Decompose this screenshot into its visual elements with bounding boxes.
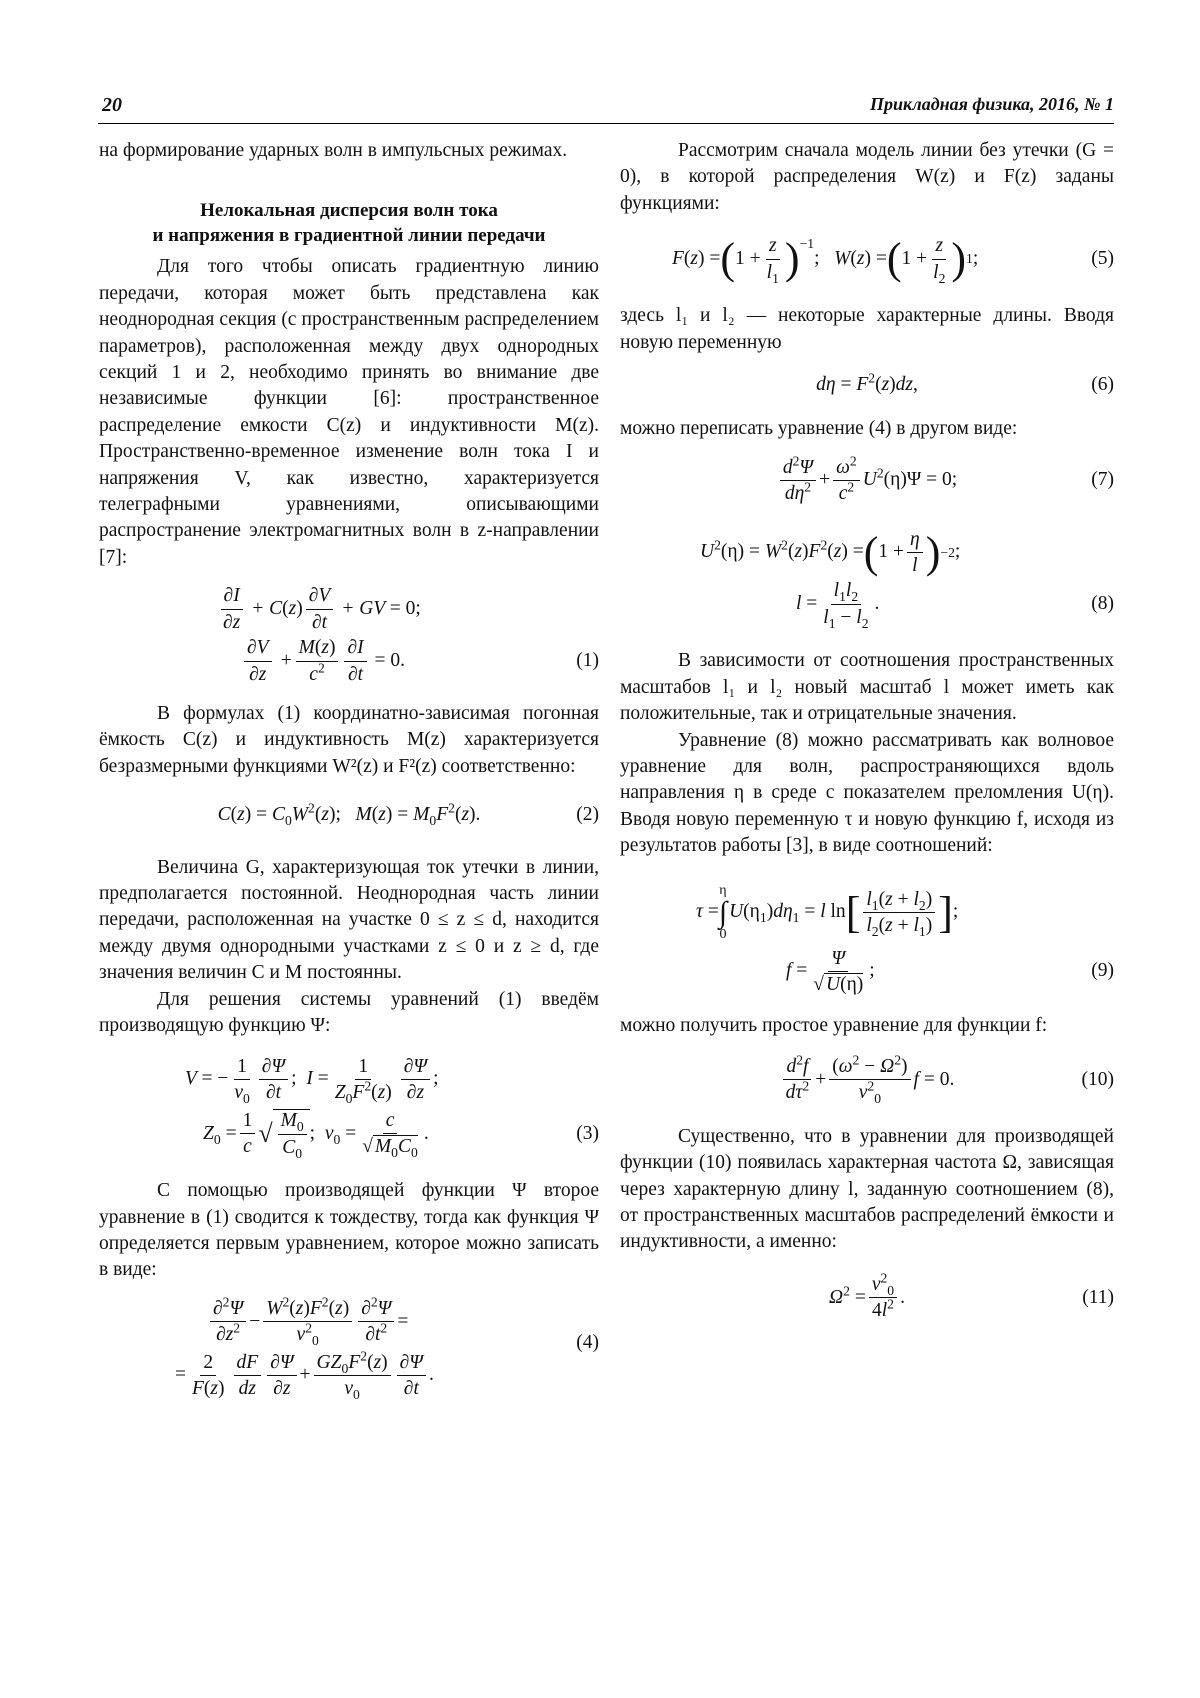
equation-number: (9)	[1091, 960, 1114, 982]
paragraph: С помощью производящей функции Ψ второе уравнение в (1) сводится к тождеству, тогда как функция Ψ определяется первым уравнением, которое можно записать в виде:	[99, 1180, 599, 1281]
page-number: 20	[102, 94, 122, 116]
equation-2: $C(z) = C_0W^2(z)$; $M(z) = M_0F^2(z)$. (2)	[217, 800, 599, 829]
equation-number: (6)	[1091, 373, 1114, 395]
equation-number: (3)	[576, 1122, 599, 1144]
equation-number: (7)	[1091, 469, 1114, 491]
header-rule	[98, 123, 1114, 124]
equation-number: (11)	[1082, 1286, 1114, 1308]
journal-header: Прикладная физика, 2016, № 1	[869, 94, 1114, 114]
paragraph: здесь l₁ и l₂ — некоторые характерные длины. Вводя новую переменную	[620, 305, 1114, 353]
equation-number: (8)	[1091, 593, 1114, 615]
equation-number: (1)	[576, 649, 599, 671]
equation-6: $d\eta = F^2(z)dz$, (6)	[620, 372, 1114, 398]
section-title: Нелокальная дисперсия волн тока и напряжения в градиентной линии передачи	[152, 200, 546, 247]
equation-number: (10)	[1081, 1068, 1114, 1090]
equation-10: $\frac{d^2f}{d\tau^2}$ + $\frac{(\omega^2 - \Omega^2)}{v^2_0}$ f = 0. (10)	[620, 1056, 1114, 1104]
paragraph: В формулах (1) координатно-зависимая погонная ёмкость C(z) и индуктивность M(z) характеризуется безразмерными функциями W²(z) и F²(z) соответственно:	[99, 703, 599, 777]
paragraph: Уравнение (8) можно рассматривать как волновое уравнение для волн, распространяющихся вдоль направления η в среде с показателем преломления U(η). Вводя новую переменную τ и новую функцию f, исходя из результатов работы [3], в виде соотношений:	[620, 729, 1114, 857]
equation-number: (5)	[1091, 247, 1114, 269]
paragraph: можно переписать уравнение (4) в другом виде:	[620, 418, 1018, 440]
paragraph: можно получить простое уравнение для функции f:	[620, 1015, 1048, 1037]
equation-5: F(z) = ( 1 + $\frac{z}{l_1}$ ) −1 ; W(z) = ( 1 + $\frac{z}{l_2}$ ) 1 ; (5)	[672, 234, 1114, 286]
equation-8: $U^2(\eta) = W^2(z)F^2(z)$ = ( 1 + $\frac{\eta}{l}$ ) −2 ; l = $\frac{l_1l_2}{l_1 - l_2}$ . (8)	[700, 527, 1114, 631]
equation-4: $\frac{\partial^2\Psi}{\partial z^2}$ − $\frac{W^2(z)F^2(z)}{v^2_0}$ $\frac{\partial^2\Psi}{\partial t^2}$ = = $\frac{2}{F(z)}$ $\frac{dF}{dz}$ $\frac{\partial\Psi}{\partial z}$ + $\frac{GZ_0F^2(z)}{v_0}$ $\frac{\partial\Psi}{\partial t}$ . (4)	[175, 1294, 599, 1403]
paragraph: на формирование ударных волн в импульсных режимах.	[99, 140, 568, 161]
paragraph: Для решения системы уравнений (1) введём производящую функцию Ψ:	[99, 988, 599, 1037]
paragraph: Рассмотрим сначала модель линии без утечки (G = 0), в которой распределения W(z) и F(z) заданы функциями:	[620, 140, 1114, 214]
paragraph: Существенно, что в уравнении для производящей функции (10) появилась характерная частота Ω, зависящая через характерную длину l, заданную соотношением (8), от пространственных масштабов распределений ёмкости и индуктивности, а именно:	[620, 1125, 1114, 1253]
paragraph: Для того чтобы описать градиентную линию передачи, которая может быть представлена как неоднородная секция (с пространственным распределением параметров), расположенная между двух однородных секций 1 и 2, необходимо принять во внимание две независимые функции [6]: пространственное распределение емкости C(z) и индуктивности M(z). Пространственно-временное изменение волн тока I и напряжения V, как известно, характеризуется телеграфными уравнениями, описывающими распространение электромагнитных волн в z-направлении [7]:	[99, 256, 599, 568]
equation-7: $\frac{d^2\Psi}{d\eta^2}$ + $\frac{\omega^2}{c^2}$ $U^2(\eta)\Psi = 0$; (7)	[620, 457, 1114, 505]
equation-1: $\frac{\partial I}{\partial z}$ + C(z) $\frac{\partial V}{\partial t}$ + GV = 0; $\frac{\partial V}{\partial z}$ + $\frac{M(z)}{c^2}$ $\frac{\partial I}{\partial t}$ = 0. (1)	[99, 585, 599, 685]
right-column	[620, 138, 1114, 1322]
paragraph: Величина G, характеризующая ток утечки в линии, предполагается постоянной. Неоднородная часть линии передачи, расположенная на участке 0 ≤ z ≤ d, находится между двумя однородными участками z ≤ 0 и z ≥ d, где значения величин C и M постоянны.	[99, 856, 599, 984]
equation-3: V = − $\frac{1}{v_0}$ $\frac{\partial\Psi}{\partial t}$ ; I = $\frac{1}{Z_0F^2(z)}$ $\frac{\partial\Psi}{\partial z}$ ; $Z_0$ = $\frac{1}{c}$ √ $\frac{M_0}{C_0}$ ; $v_0$ = $\frac{c}{√ M_0C_0}$ . (3)	[185, 1055, 599, 1161]
left-column	[99, 138, 599, 1412]
equation-number: (4)	[576, 1331, 599, 1353]
equation-number: (2)	[576, 804, 599, 826]
equation-11: $\Omega^2$ = $\frac{v^2_0}{4l^2}$ . (11)	[829, 1270, 1114, 1322]
equation-9: τ = η ∫ 0 $U(\eta_1)d\eta_1 = l$ ln [ $\frac{l_1(z + l_2)}{l_2(z + l_1)}$ ] ; f = $\frac{\Psi}{√ U(\eta)}$ ; (9)	[696, 882, 1114, 996]
paragraph: В зависимости от соотношения пространственных масштабов l₁ и l₂ новый масштаб l может иметь как положительные, так и отрицательные значения.	[620, 650, 1114, 725]
